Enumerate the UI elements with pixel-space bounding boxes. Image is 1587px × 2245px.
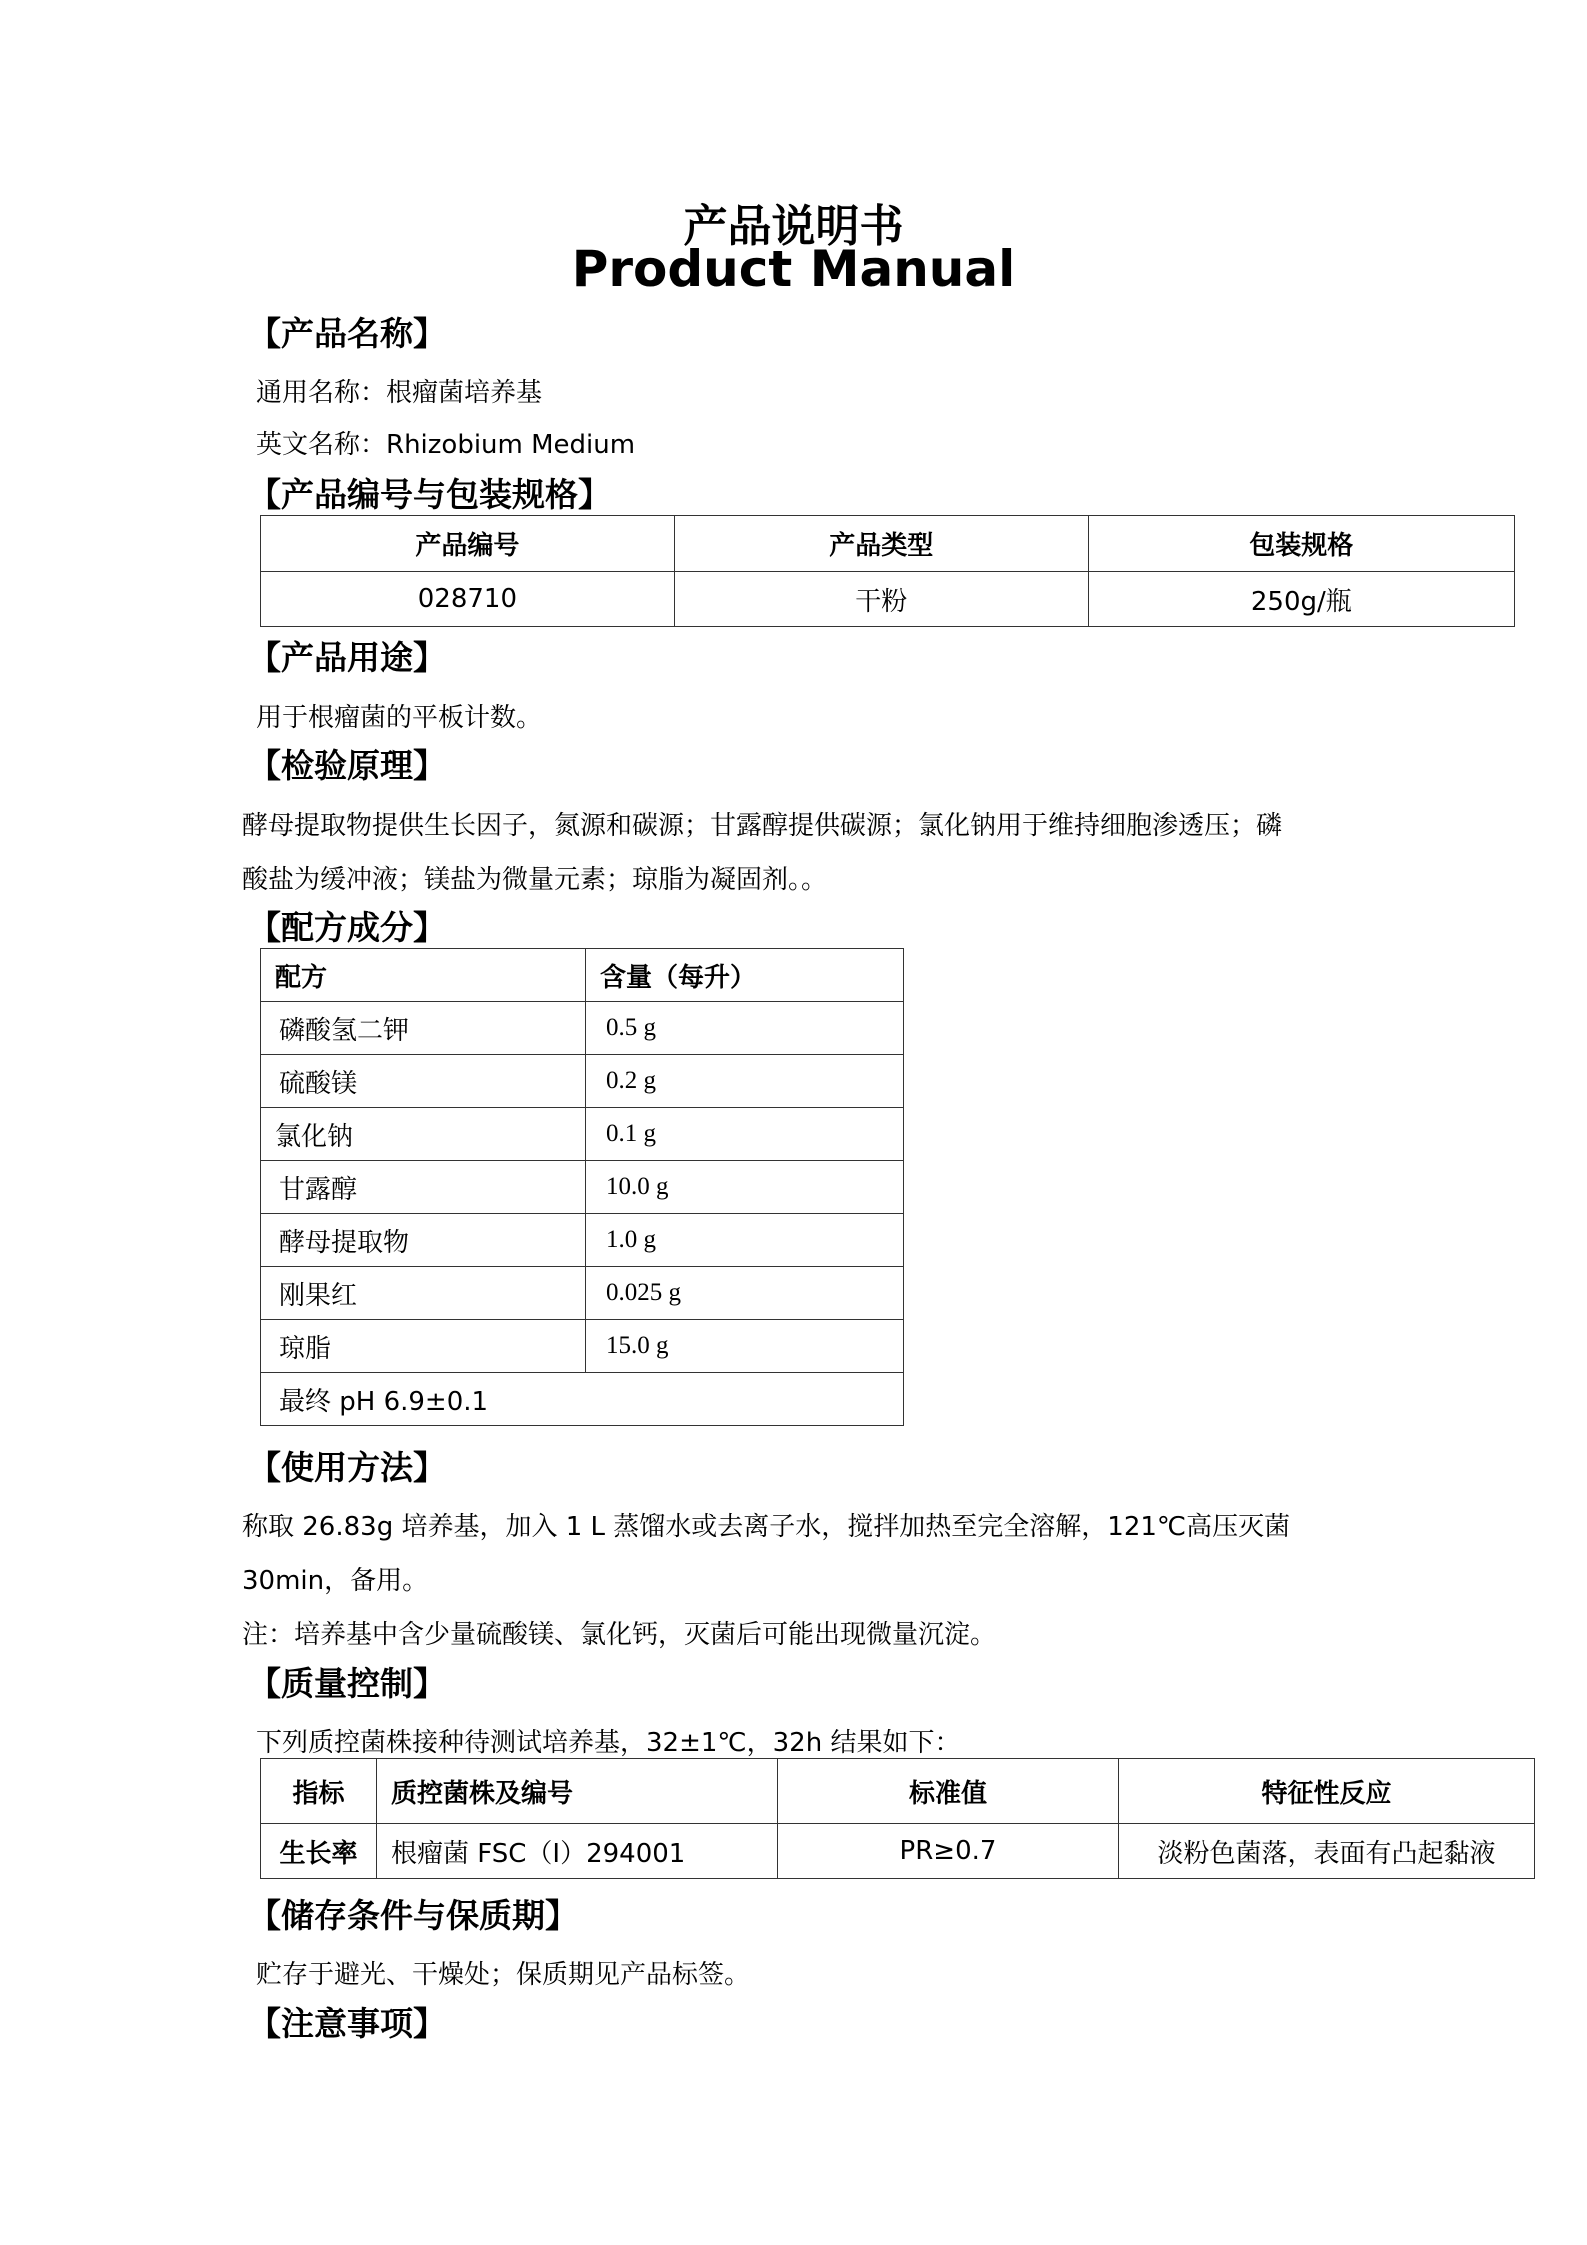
section-qc: 【质量控制】	[248, 1664, 446, 1703]
formula-amount: 0.2 g	[586, 1055, 904, 1108]
pack-table	[260, 515, 1515, 627]
formula-row	[261, 1320, 904, 1373]
storage-text: 贮存于避光、干燥处；保质期见产品标签。	[256, 1960, 751, 1990]
formula-row	[261, 1161, 904, 1214]
formula-amount: 0.5 g	[586, 1002, 904, 1055]
qc-indicator: 生长率	[261, 1824, 377, 1879]
formula-ingredient: 氯化钠	[261, 1108, 586, 1161]
section-principle: 【检验原理】	[248, 746, 446, 785]
title-english: Product Manual	[571, 240, 1016, 298]
qc-intro: 下列质控菌株接种待测试培养基，32±1℃，32h 结果如下：	[256, 1728, 961, 1758]
usage-text: 用于根瘤菌的平板计数。	[256, 703, 543, 733]
qc-header-reaction: 特征性反应	[1119, 1759, 1535, 1824]
formula-ph-row	[261, 1373, 904, 1426]
method-note: 注：培养基中含少量硫酸镁、氯化钙，灭菌后可能出现微量沉淀。	[242, 1620, 997, 1650]
pack-table-row	[261, 572, 1515, 627]
formula-table	[260, 948, 904, 1426]
formula-ingredient: 硫酸镁	[261, 1055, 586, 1108]
pack-spec: 250g/瓶	[1088, 572, 1514, 627]
formula-ingredient: 甘露醇	[261, 1161, 586, 1214]
section-storage: 【储存条件与保质期】	[248, 1896, 578, 1935]
formula-ingredient: 琼脂	[261, 1320, 586, 1373]
formula-amount: 0.1 g	[586, 1108, 904, 1161]
formula-row	[261, 1267, 904, 1320]
formula-ingredient: 酵母提取物	[261, 1214, 586, 1267]
pack-code: 028710	[261, 572, 675, 627]
section-method: 【使用方法】	[248, 1448, 446, 1487]
pack-header-spec: 包装规格	[1088, 516, 1514, 572]
qc-header-standard: 标准值	[778, 1759, 1119, 1824]
section-notes: 【注意事项】	[248, 2004, 446, 2043]
principle-line-2: 酸盐为缓冲液；镁盐为微量元素；琼脂为凝固剂。。	[242, 865, 828, 895]
pack-header-type: 产品类型	[674, 516, 1088, 572]
pack-type: 干粉	[674, 572, 1088, 627]
formula-amount: 1.0 g	[586, 1214, 904, 1267]
qc-header-indicator: 指标	[261, 1759, 377, 1824]
qc-table-row	[261, 1824, 1535, 1879]
qc-strain: 根瘤菌 FSC（I）294001	[377, 1824, 778, 1879]
formula-ingredient: 磷酸氢二钾	[261, 1002, 586, 1055]
section-product-name: 【产品名称】	[248, 314, 446, 353]
formula-amount: 0.025 g	[586, 1267, 904, 1320]
formula-header-ingredient: 配方	[261, 949, 586, 1002]
pack-table-header	[261, 516, 1515, 572]
formula-ingredient: 刚果红	[261, 1267, 586, 1320]
qc-standard: PR≥0.7	[778, 1824, 1119, 1879]
common-name: 通用名称：根瘤菌培养基	[256, 378, 543, 408]
qc-table	[260, 1758, 1535, 1879]
section-code-pack: 【产品编号与包装规格】	[248, 475, 611, 514]
english-name: 英文名称：Rhizobium Medium	[256, 430, 636, 460]
method-line-2: 30min，备用。	[242, 1566, 429, 1596]
formula-row	[261, 1214, 904, 1267]
formula-amount: 10.0 g	[586, 1161, 904, 1214]
qc-table-header	[261, 1759, 1535, 1824]
formula-row	[261, 1002, 904, 1055]
formula-amount: 15.0 g	[586, 1320, 904, 1373]
formula-row	[261, 1108, 904, 1161]
qc-reaction: 淡粉色菌落，表面有凸起黏液	[1119, 1824, 1535, 1879]
formula-header-amount: 含量（每升）	[586, 949, 904, 1002]
pack-header-code: 产品编号	[261, 516, 675, 572]
formula-ph: 最终 pH 6.9±0.1	[261, 1373, 904, 1426]
section-usage: 【产品用途】	[248, 638, 446, 677]
formula-header	[261, 949, 904, 1002]
method-line-1: 称取 26.83g 培养基，加入 1 L 蒸馏水或去离子水，搅拌加热至完全溶解，121℃高压灭菌	[242, 1512, 1291, 1542]
title-chinese: 产品说明书	[683, 201, 904, 252]
section-formula: 【配方成分】	[248, 908, 446, 947]
principle-line-1: 酵母提取物提供生长因子，氮源和碳源；甘露醇提供碳源；氯化钠用于维持细胞渗透压；磷	[242, 811, 1283, 841]
formula-row	[261, 1055, 904, 1108]
qc-header-strain: 质控菌株及编号	[377, 1759, 778, 1824]
